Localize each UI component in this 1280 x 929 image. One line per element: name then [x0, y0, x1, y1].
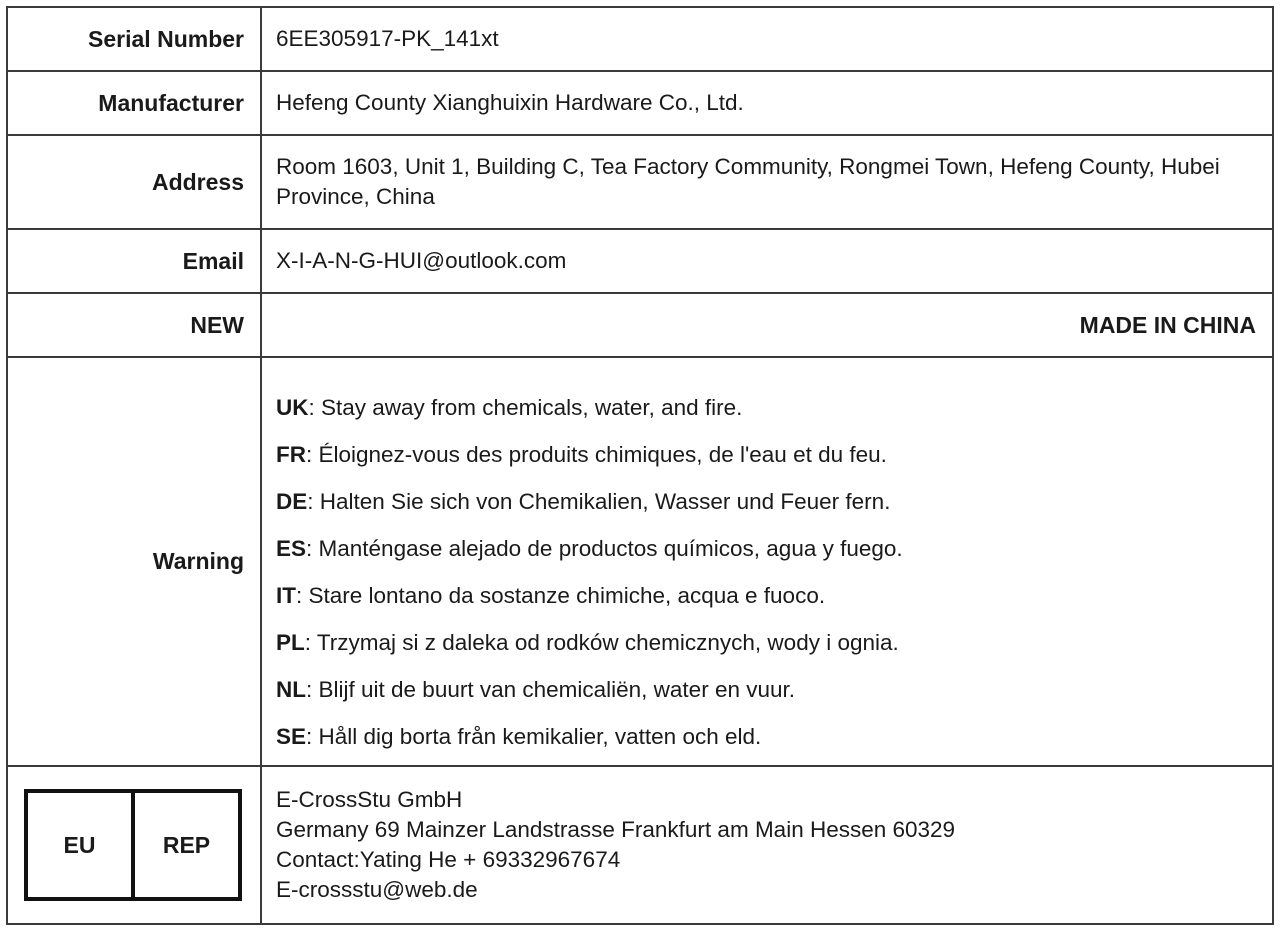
warning-item-it [276, 572, 1256, 619]
eu-rep-contact: Contact:Yating He + 69332967674 [276, 847, 621, 872]
manufacturer-value: Hefeng County Xianghuixin Hardware Co., Ltd. [261, 71, 1273, 135]
warning-code: ES [276, 535, 307, 561]
product-label-table [6, 6, 1274, 925]
warning-text: : Trzymaj si z daleka od rodków chemicznych, wody i ognia. [304, 629, 899, 655]
warning-code: UK [276, 394, 309, 420]
eu-rep-details [261, 766, 1273, 924]
warning-code: NL [276, 676, 306, 702]
condition-label: NEW [7, 293, 261, 357]
warning-item-de [276, 478, 1256, 525]
warning-cell [261, 357, 1273, 766]
address-label: Address [7, 135, 261, 229]
origin-value: MADE IN CHINA [261, 293, 1273, 357]
warning-code: IT [276, 582, 296, 608]
eu-rep-lines [276, 785, 1256, 905]
warning-item-es [276, 525, 1256, 572]
warning-code: SE [276, 723, 307, 749]
eu-rep-company: E-CrossStu GmbH [276, 787, 463, 812]
warning-code: DE [276, 488, 308, 514]
manufacturer-row [7, 71, 1273, 135]
warning-text: : Halten Sie sich von Chemikalien, Wasser und Feuer fern. [307, 488, 891, 514]
warning-text: : Blijf uit de buurt van chemicaliën, water en vuur. [306, 676, 796, 702]
eu-rep-badge [24, 789, 242, 901]
warning-item-uk [276, 384, 1256, 431]
warning-list [276, 364, 1256, 760]
warning-item-pl [276, 619, 1256, 666]
warning-text: : Stay away from chemicals, water, and fire. [308, 394, 743, 420]
serial-number-row [7, 7, 1273, 71]
serial-number-value: 6EE305917-PK_141xt [261, 7, 1273, 71]
eu-rep-row [7, 766, 1273, 924]
email-label: Email [7, 229, 261, 293]
manufacturer-label: Manufacturer [7, 71, 261, 135]
warning-row [7, 357, 1273, 766]
warning-text: : Stare lontano da sostanze chimiche, acqua e fuoco. [296, 582, 826, 608]
warning-code: PL [276, 629, 305, 655]
eu-rep-badge-rep: REP [162, 831, 211, 858]
eu-rep-badge-eu: EU [28, 793, 135, 897]
warning-item-nl [276, 666, 1256, 713]
email-row [7, 229, 1273, 293]
condition-row [7, 293, 1273, 357]
serial-number-label: Serial Number [7, 7, 261, 71]
eu-rep-email: E-crossstu@web.de [276, 877, 478, 902]
eu-rep-badge-cell [7, 766, 261, 924]
address-row [7, 135, 1273, 229]
warning-item-se [276, 713, 1256, 760]
eu-rep-address: Germany 69 Mainzer Landstrasse Frankfurt am Main Hessen 60329 [276, 817, 956, 842]
warning-code: FR [276, 441, 306, 467]
address-value: Room 1603, Unit 1, Building C, Tea Factory Community, Rongmei Town, Hefeng County, Hubei Province, China [261, 135, 1273, 229]
warning-text: : Håll dig borta från kemikalier, vatten och eld. [306, 723, 762, 749]
warning-text: : Manténgase alejado de productos químicos, agua y fuego. [306, 535, 903, 561]
warning-text: : Éloignez-vous des produits chimiques, de l'eau et du feu. [306, 441, 887, 467]
warning-item-fr [276, 431, 1256, 478]
email-value: X-I-A-N-G-HUI@outlook.com [261, 229, 1273, 293]
warning-label: Warning [7, 357, 261, 766]
